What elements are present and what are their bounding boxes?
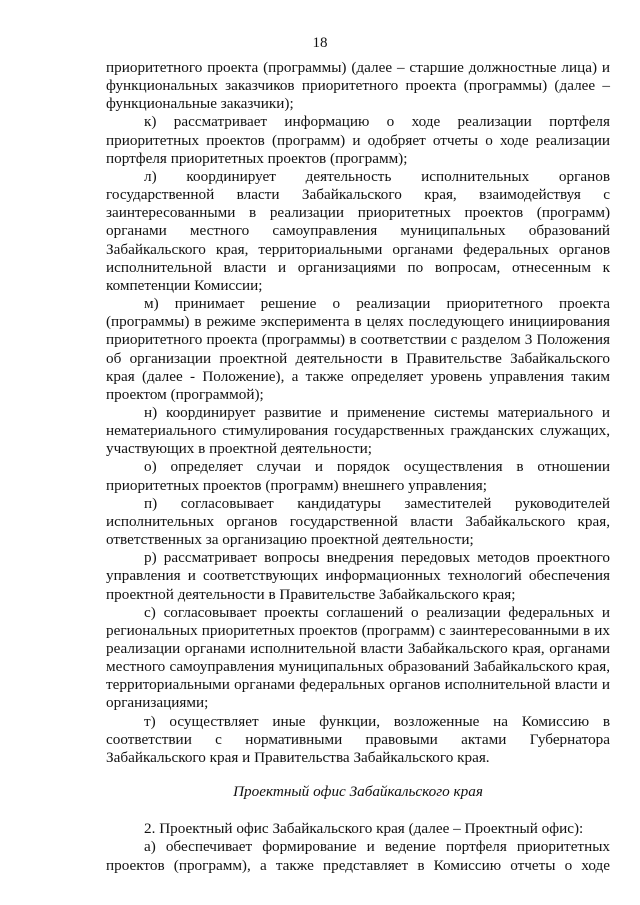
document-body: [106, 59, 610, 875]
paragraph-item-n: н) координирует развитие и применение системы материального и нематериального стимулирования государственных гражданских служащих, участвующих в проектной деятельности;: [106, 403, 610, 458]
paragraph-item-p: п) согласовывает кандидатуры заместителей руководителей исполнительных органов государственной власти Забайкальского края, ответственных за организацию проектной деятельности;: [106, 494, 610, 549]
paragraph-continuation: приоритетного проекта (программы) (далее – старшие должностные лица) и функциональных заказчиков приоритетного проекта (программы) (далее – функциональные заказчики);: [106, 59, 610, 113]
paragraph-section-intro: 2. Проектный офис Забайкальского края (далее – Проектный офис):: [144, 820, 584, 838]
paragraph-item-a: а) обеспечивает формирование и ведение портфеля приоритетных проектов (программ), а также представляет в Комиссию отчеты о ходе: [106, 838, 610, 874]
paragraph-item-r: р) рассматривает вопросы внедрения передовых методов проектного управления и соответствующих информационных технологий обеспечения проектной деятельности в Правительстве Забайкальского края;: [106, 549, 610, 603]
paragraph-item-l: л) координирует деятельность исполнительных органов государственной власти Забайкальского края, взаимодействуя с заинтересованными в реализации приоритетных проектов (программ) органами местного самоуправления муниципальных образований Забайкальского края, территориальными органами федеральных органов исполнительной власти и организациями по вопросам, отнесенным к компетенции Комиссии;: [106, 167, 610, 294]
section-heading: Проектный офис Забайкальского края: [233, 783, 483, 801]
paragraph-item-k: к) рассматривает информацию о ходе реализации портфеля приоритетных проектов (программ) и одобряет отчеты о ходе реализации портфеля приоритетных проектов (программ);: [106, 113, 610, 167]
paragraph-item-s: с) согласовывает проекты соглашений о реализации федеральных и региональных приоритетных проектов (программ) с заинтересованными в их реализации органами исполнительной власти Забайкальского края, органами местного самоуправления муниципальных образований Забайкальского края, территориальными органами федеральных органов исполнительной власти и организациями;: [106, 603, 610, 712]
paragraph-item-m: м) принимает решение о реализации приоритетного проекта (программы) в режиме эксперимента в целях последующего инициирования приоритетного проекта (программы) в соответствии с разделом 3 Положения об организации проектной деятельности в Правительстве Забайкальского края (далее - Положение), а также определяет уровень управления таким проектом (программой);: [106, 295, 610, 403]
paragraph-item-o: о) определяет случаи и порядок осуществления в отношении приоритетных проектов (программ) внешнего управления;: [106, 458, 610, 494]
page-number: 18: [312, 35, 328, 51]
paragraph-item-t: т) осуществляет иные функции, возложенные на Комиссию в соответствии с нормативными правовыми актами Губернатора Забайкальского края и Правительства Забайкальского края.: [106, 712, 610, 766]
